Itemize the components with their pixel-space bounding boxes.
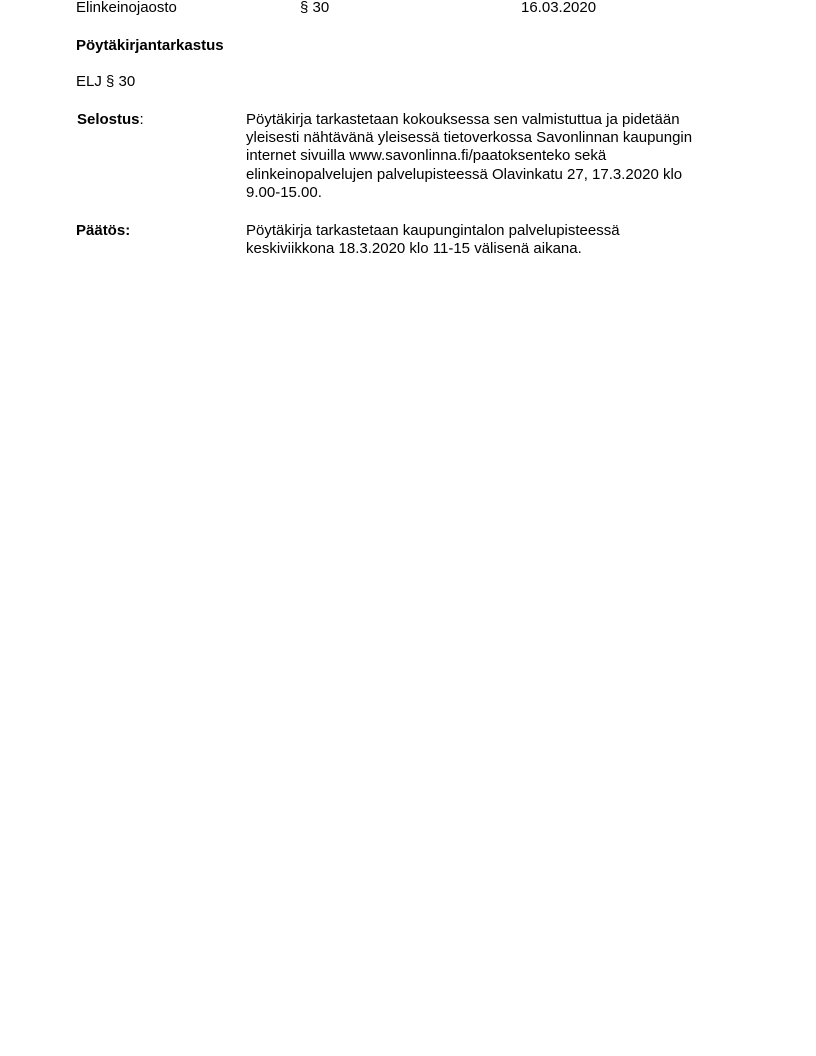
selostus-line: 9.00-15.00. (246, 183, 322, 201)
paatos-paragraph (246, 222, 736, 258)
selostus-label-text: Selostus (77, 111, 140, 128)
selostus-paragraph (246, 111, 736, 202)
selostus-line: Pöytäkirja tarkastetaan kokouksessa sen valmistuttua ja pidetään (246, 111, 680, 128)
selostus-line: yleisesti nähtävänä yleisessä tietoverkossa Savonlinnan kaupungin (246, 129, 693, 147)
paatos-line: keskiviikkona 18.3.2020 klo 11-15 välisenä aikana. (246, 240, 582, 258)
item-reference: ELJ § 30 (76, 73, 136, 90)
selostus-line: internet sivuilla www.savonlinna.fi/paatoksenteko sekä (246, 147, 607, 165)
header-meeting-date: 16.03.2020 (521, 0, 597, 16)
paatos-label-text: Päätös: (76, 222, 131, 239)
header-body-name: Elinkeinojaosto (76, 0, 177, 16)
paatos-line: Pöytäkirja tarkastetaan kaupungintalon palvelupisteessä (246, 222, 620, 239)
selostus-label (77, 111, 144, 129)
paatos-label (76, 222, 130, 240)
header-section-number: § 30 (300, 0, 330, 16)
selostus-label-colon: : (139, 111, 144, 128)
selostus-line: elinkeinopalvelujen palvelupisteessä Olavinkatu 27, 17.3.2020 klo (246, 165, 683, 183)
item-title: Pöytäkirjantarkastus (76, 37, 224, 54)
